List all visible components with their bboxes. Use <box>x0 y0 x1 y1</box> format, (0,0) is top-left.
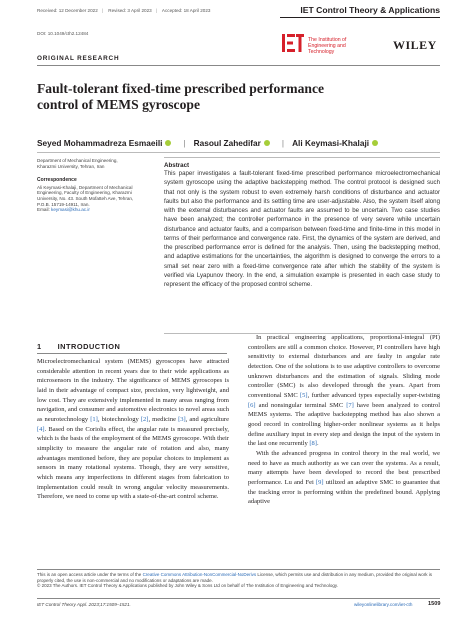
email-link[interactable]: keymasi@khu.ac.ir <box>51 207 90 213</box>
citation-link[interactable]: [4] <box>37 425 45 433</box>
body-text: , further advanced types especially super-twisting <box>307 391 440 399</box>
divider <box>37 65 440 66</box>
divider <box>37 569 440 570</box>
publisher-logo: WILEY <box>393 38 437 52</box>
journal-url[interactable]: wileyonlinelibrary.com/iet-cth <box>354 602 413 607</box>
citation-link[interactable]: [7] <box>346 401 354 409</box>
body-text: , and agriculture <box>185 415 229 423</box>
intro-column-left <box>37 357 229 502</box>
email-label: Email: <box>37 207 50 213</box>
abstract-heading: Abstract <box>164 162 190 169</box>
body-text: , medicine <box>148 415 179 423</box>
paragraph <box>248 449 440 507</box>
license-notice <box>37 572 440 589</box>
affiliation: Department of Mechanical Engineering, Kharazmi University, Tehran, Iran <box>37 158 118 169</box>
header-rule <box>280 17 440 18</box>
accepted-date: Accepted: 18 April 2023 <box>161 8 211 13</box>
author-name[interactable]: Rasoul Zahedifar <box>193 138 261 148</box>
license-text-start: This is an open access article under the terms of the <box>37 572 143 577</box>
body-text: Microelectromechanical system (MEMS) gyroscopes have attracted considerable attention in recent years due to their wide applications as microsensors in the industry. The significance of MEMS gyroscopes is laid in their advantage of compact size, precision, very lightweight, and low cost. They are extensively implemented in many areas ranging from navigation, and consumer and automotive electronics to novel areas such as neurotechnology <box>37 358 229 423</box>
body-text: . Based on the Coriolis effect, the angular rate is measured precisely, which is the basis of the employment of the MEMS gyroscope. With their simplicity to measure the angular rate of rotation and also, many advantages mentioned before, they are popular choices to implement as sensors in many rotational systems. Though, they are very sensitive, which means any imperfections in different stages from fabrication to implementation could result in wrong angular velocity measurements. Therefore, we need to come up with a state-of-the-art control scheme. <box>37 425 229 501</box>
article-dates: Received: 12 December 2022 | Revised: 3 April 2023 | Accepted: 18 April 2023 <box>37 8 211 13</box>
iet-logo-text: The Institution of Engineering and Technology <box>308 37 347 55</box>
divider <box>37 598 440 599</box>
paragraph <box>37 358 229 500</box>
section-title: INTRODUCTION <box>57 342 121 351</box>
license-link[interactable]: Creative Commons Attribution-NonCommercial-NoDerivs <box>142 572 257 577</box>
divider <box>164 157 440 158</box>
iet-logo <box>282 34 372 55</box>
article-info <box>37 158 137 213</box>
author-name[interactable]: Ali Keymasi-Khalaji <box>292 138 370 148</box>
citation-link[interactable]: [6] <box>248 401 256 409</box>
body-text: With the advanced progress in control theory in the real world, we need to have as much authority as we can over the systems. As a result, many attempts have been developed to record the best prescribed performance. Lu and Fei <box>248 449 440 486</box>
citation-link[interactable]: [1] <box>90 415 98 423</box>
body-text: and nonsingular terminal SMC <box>255 401 347 409</box>
author-name[interactable]: Seyed Mohammadreza Esmaeili <box>37 138 163 148</box>
abstract-text: This paper investigates a fault-tolerant fixed-time prescribed performance microelectromechanical system gyroscope using the adaptive backstepping method. The control protocol is designed such that not only is the system robust to even extremely harsh conditions of disturbance and actuator faults but also the performance and its settling time are user-adjustable. Also, the system itself along with the external disturbances and actuator faults are assumed to be uncertain. Two case studies have been analyzed; the controller performance in the presence of very severe while uncertain disturbance and actuator faults, and a comparison between fixed-time and finite-time in this model in terms of their performance and convergence rate. First, the dynamics of the system are derived, and the prescribed performance error is defined for the analysis. Then, using the backstepping method, and adaptive estimations for the uncertainties, the algorithm is designed to converge the errors to a small set near zero with a fixed-time convergence rate after which the stability of the system is verified via Lyapunov theory. In the end, a simulation example is presented in each case study to represent the efficacy of the proposed control scheme. <box>164 170 440 288</box>
body-text: , biotechnology <box>97 415 141 423</box>
license-text-end: License, which permits use and distribution in any medium, provided the original work is properly cited, the use is non-commercial and no modifications or adaptations are made. <box>37 572 432 583</box>
body-text: In practical engineering applications, proportional-integral (PI) controllers are still a common choice. However, PI controllers have high sensitivity to external disturbances and are faulty in angular rate detection. One of the solutions is to use adaptive controllers to overcome unknown disturbances and the estimation of signals. Sliding mode controller (SMC) is also developed through the years. Apart from conventional SMC <box>248 334 440 399</box>
section-number: 1 <box>37 342 42 351</box>
divider <box>37 353 227 354</box>
citation-link[interactable]: [9] <box>315 478 324 486</box>
author-list: Seyed Mohammadreza Esmaeili | Rasoul Zahedifar | Ali Keymasi-Khalaji <box>37 138 447 148</box>
article-title: Fault-tolerant fixed-time prescribed performance control of MEMS gyroscope <box>37 81 325 112</box>
journal-citation: IET Control Theory Appl. 2023;17:1509–1521. <box>37 602 131 607</box>
received-date: Received: 12 December 2022 <box>37 8 98 13</box>
paragraph <box>248 334 440 447</box>
correspondence-heading: Correspondence <box>37 177 77 184</box>
copyright: © 2023 The Authors. IET Control Theory & Applications published by John Wiley & Sons Ltd on behalf of The Institution of Engineering and Technology. <box>37 583 339 589</box>
citation-link[interactable]: [8] <box>309 440 317 448</box>
intro-column-right <box>248 333 440 507</box>
body-text: . <box>316 440 319 448</box>
orcid-icon[interactable] <box>264 140 270 146</box>
page-number: 1509 <box>428 601 441 607</box>
citation-link[interactable]: [3] <box>178 415 186 423</box>
doi[interactable]: DOI: 10.1049/cth2.12484 <box>37 31 89 36</box>
iet-logo-icon <box>282 34 304 52</box>
orcid-icon[interactable] <box>165 140 171 146</box>
divider <box>37 152 440 153</box>
citation-link[interactable]: [2] <box>140 415 149 423</box>
correspondence-address: Ali Keymasi-Khalaji, Department of Mechanical Engineering, Faculty of Engineering, Kharazmi University, No. 43. South Mofatteh Ave, Tehran, P.O.B. 15719-14911, Iran. <box>37 184 134 207</box>
journal-name[interactable]: IET Control Theory & Applications <box>300 5 440 15</box>
orcid-icon[interactable] <box>372 140 378 146</box>
revised-date: Revised: 3 April 2023 <box>108 8 152 13</box>
body-text: utilized an adaptive SMC to guarantee that the tracking error is performing within the predefined bound. Applying adaptive <box>248 478 440 506</box>
body-text: have been analyzed to control MEMS systems. The adaptive backstepping method has also shown a good record in controlling higher-order nonlinear systems as it helps define auxiliary input in every step and design the input of the system in the last one recurrently <box>248 401 441 448</box>
article-type: ORIGINAL RESEARCH <box>37 55 120 62</box>
citation-link[interactable]: [5] <box>300 391 308 399</box>
section-heading <box>37 342 227 351</box>
